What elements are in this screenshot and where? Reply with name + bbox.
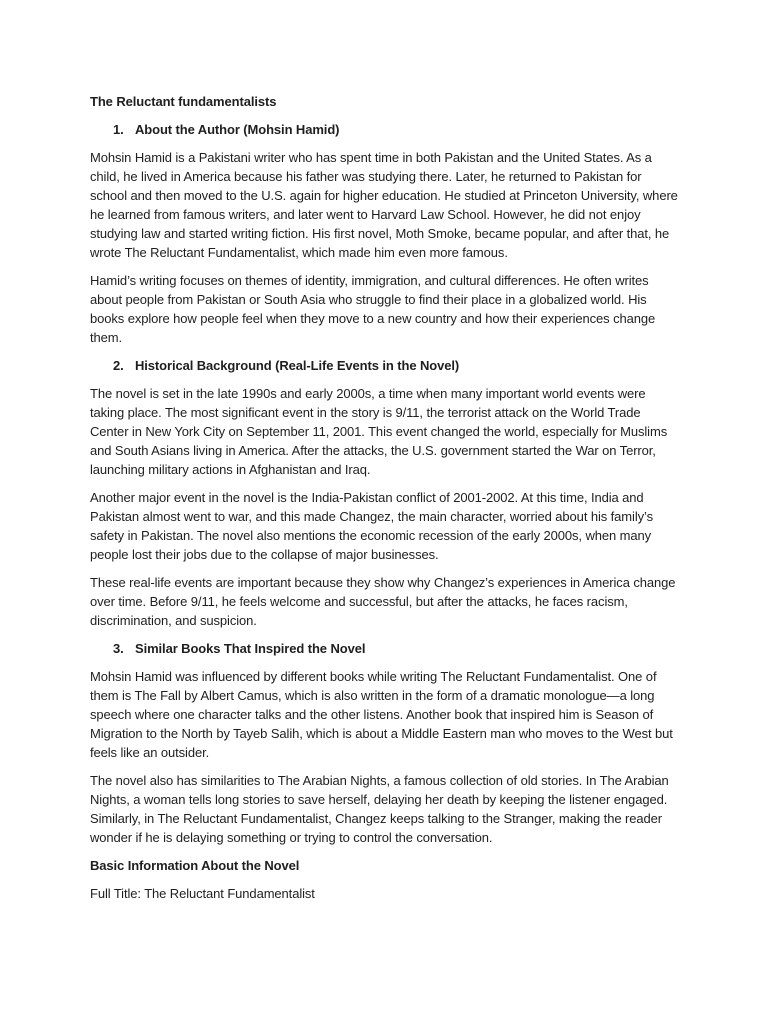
basic-info-heading: Basic Information About the Novel <box>90 858 300 873</box>
section-heading-text: Similar Books That Inspired the Novel <box>135 641 366 656</box>
section-heading-text: About the Author (Mohsin Hamid) <box>135 122 340 137</box>
section-heading-historical-background <box>90 356 680 375</box>
paragraph: Mohsin Hamid is a Pakistani writer who has spent time in both Pakistan and the United States. As a child, he lived in America because his father was studying there. Later, he returned to Pakistan for school and then moved to the U.S. again for higher education. He studied at Princeton University, where he learned from famous writers, and later went to Harvard Law School. However, he did not enjoy studying law and started writing fiction. His first novel, Moth Smoke, became popular, and after that, he wrote The Reluctant Fundamentalist, which made him even more famous. <box>90 150 678 260</box>
paragraph: These real-life events are important because they show why Changez’s experiences in America change over time. Before 9/11, he feels welcome and successful, but after the attacks, he faces racism, discrimination, and suspicion. <box>90 575 676 628</box>
section-number: 2. <box>113 358 124 373</box>
document-body <box>90 92 680 912</box>
paragraph: The novel is set in the late 1990s and early 2000s, a time when many important world events were taking place. The most significant event in the story is 9/11, the terrorist attack on the World Trade Center in New York City on September 11, 2001. This event changed the world, especially for Muslims and South Asians living in America. After the attacks, the U.S. government started the War on Terror, launching military actions in Afghanistan and Iraq. <box>90 386 668 477</box>
paragraph: The novel also has similarities to The Arabian Nights, a famous collection of old stories. In The Arabian Nights, a woman tells long stories to save herself, delaying her death by keeping the listener engaged. Similarly, in The Reluctant Fundamentalist, Changez keeps talking to the Stranger, making the reader wonder if he is delaying something or trying to control the conversation. <box>90 773 669 845</box>
section-heading-about-author <box>90 120 680 139</box>
section-heading-similar-books <box>90 639 680 658</box>
paragraph: Another major event in the novel is the India-Pakistan conflict of 2001-2002. At this time, India and Pakistan almost went to war, and this made Changez, the main character, worried about his family’s safety in Pakistan. The novel also mentions the economic recession of the early 2000s, when many people lost their jobs due to the collapse of major businesses. <box>90 490 653 562</box>
section-heading-text: Historical Background (Real-Life Events in the Novel) <box>135 358 460 373</box>
paragraph: Mohsin Hamid was influenced by different books while writing The Reluctant Fundamentalist. One of them is The Fall by Albert Camus, which is also written in the form of a dramatic monologue—a long speech where one character talks and the other listens. Another book that inspired him is Season of Migration to the North by Tayeb Salih, which is about a Middle Eastern man who moves to the West but feels like an outsider. <box>90 669 673 760</box>
document-title: The Reluctant fundamentalists <box>90 94 277 109</box>
section-number: 3. <box>113 641 124 656</box>
full-title-line: Full Title: The Reluctant Fundamentalist <box>90 886 315 901</box>
section-number: 1. <box>113 122 124 137</box>
paragraph: Hamid’s writing focuses on themes of identity, immigration, and cultural differences. He often writes about people from Pakistan or South Asia who struggle to find their place in a globalized world. His books explore how people feel when they move to a new country and how their experiences change them. <box>90 273 656 345</box>
